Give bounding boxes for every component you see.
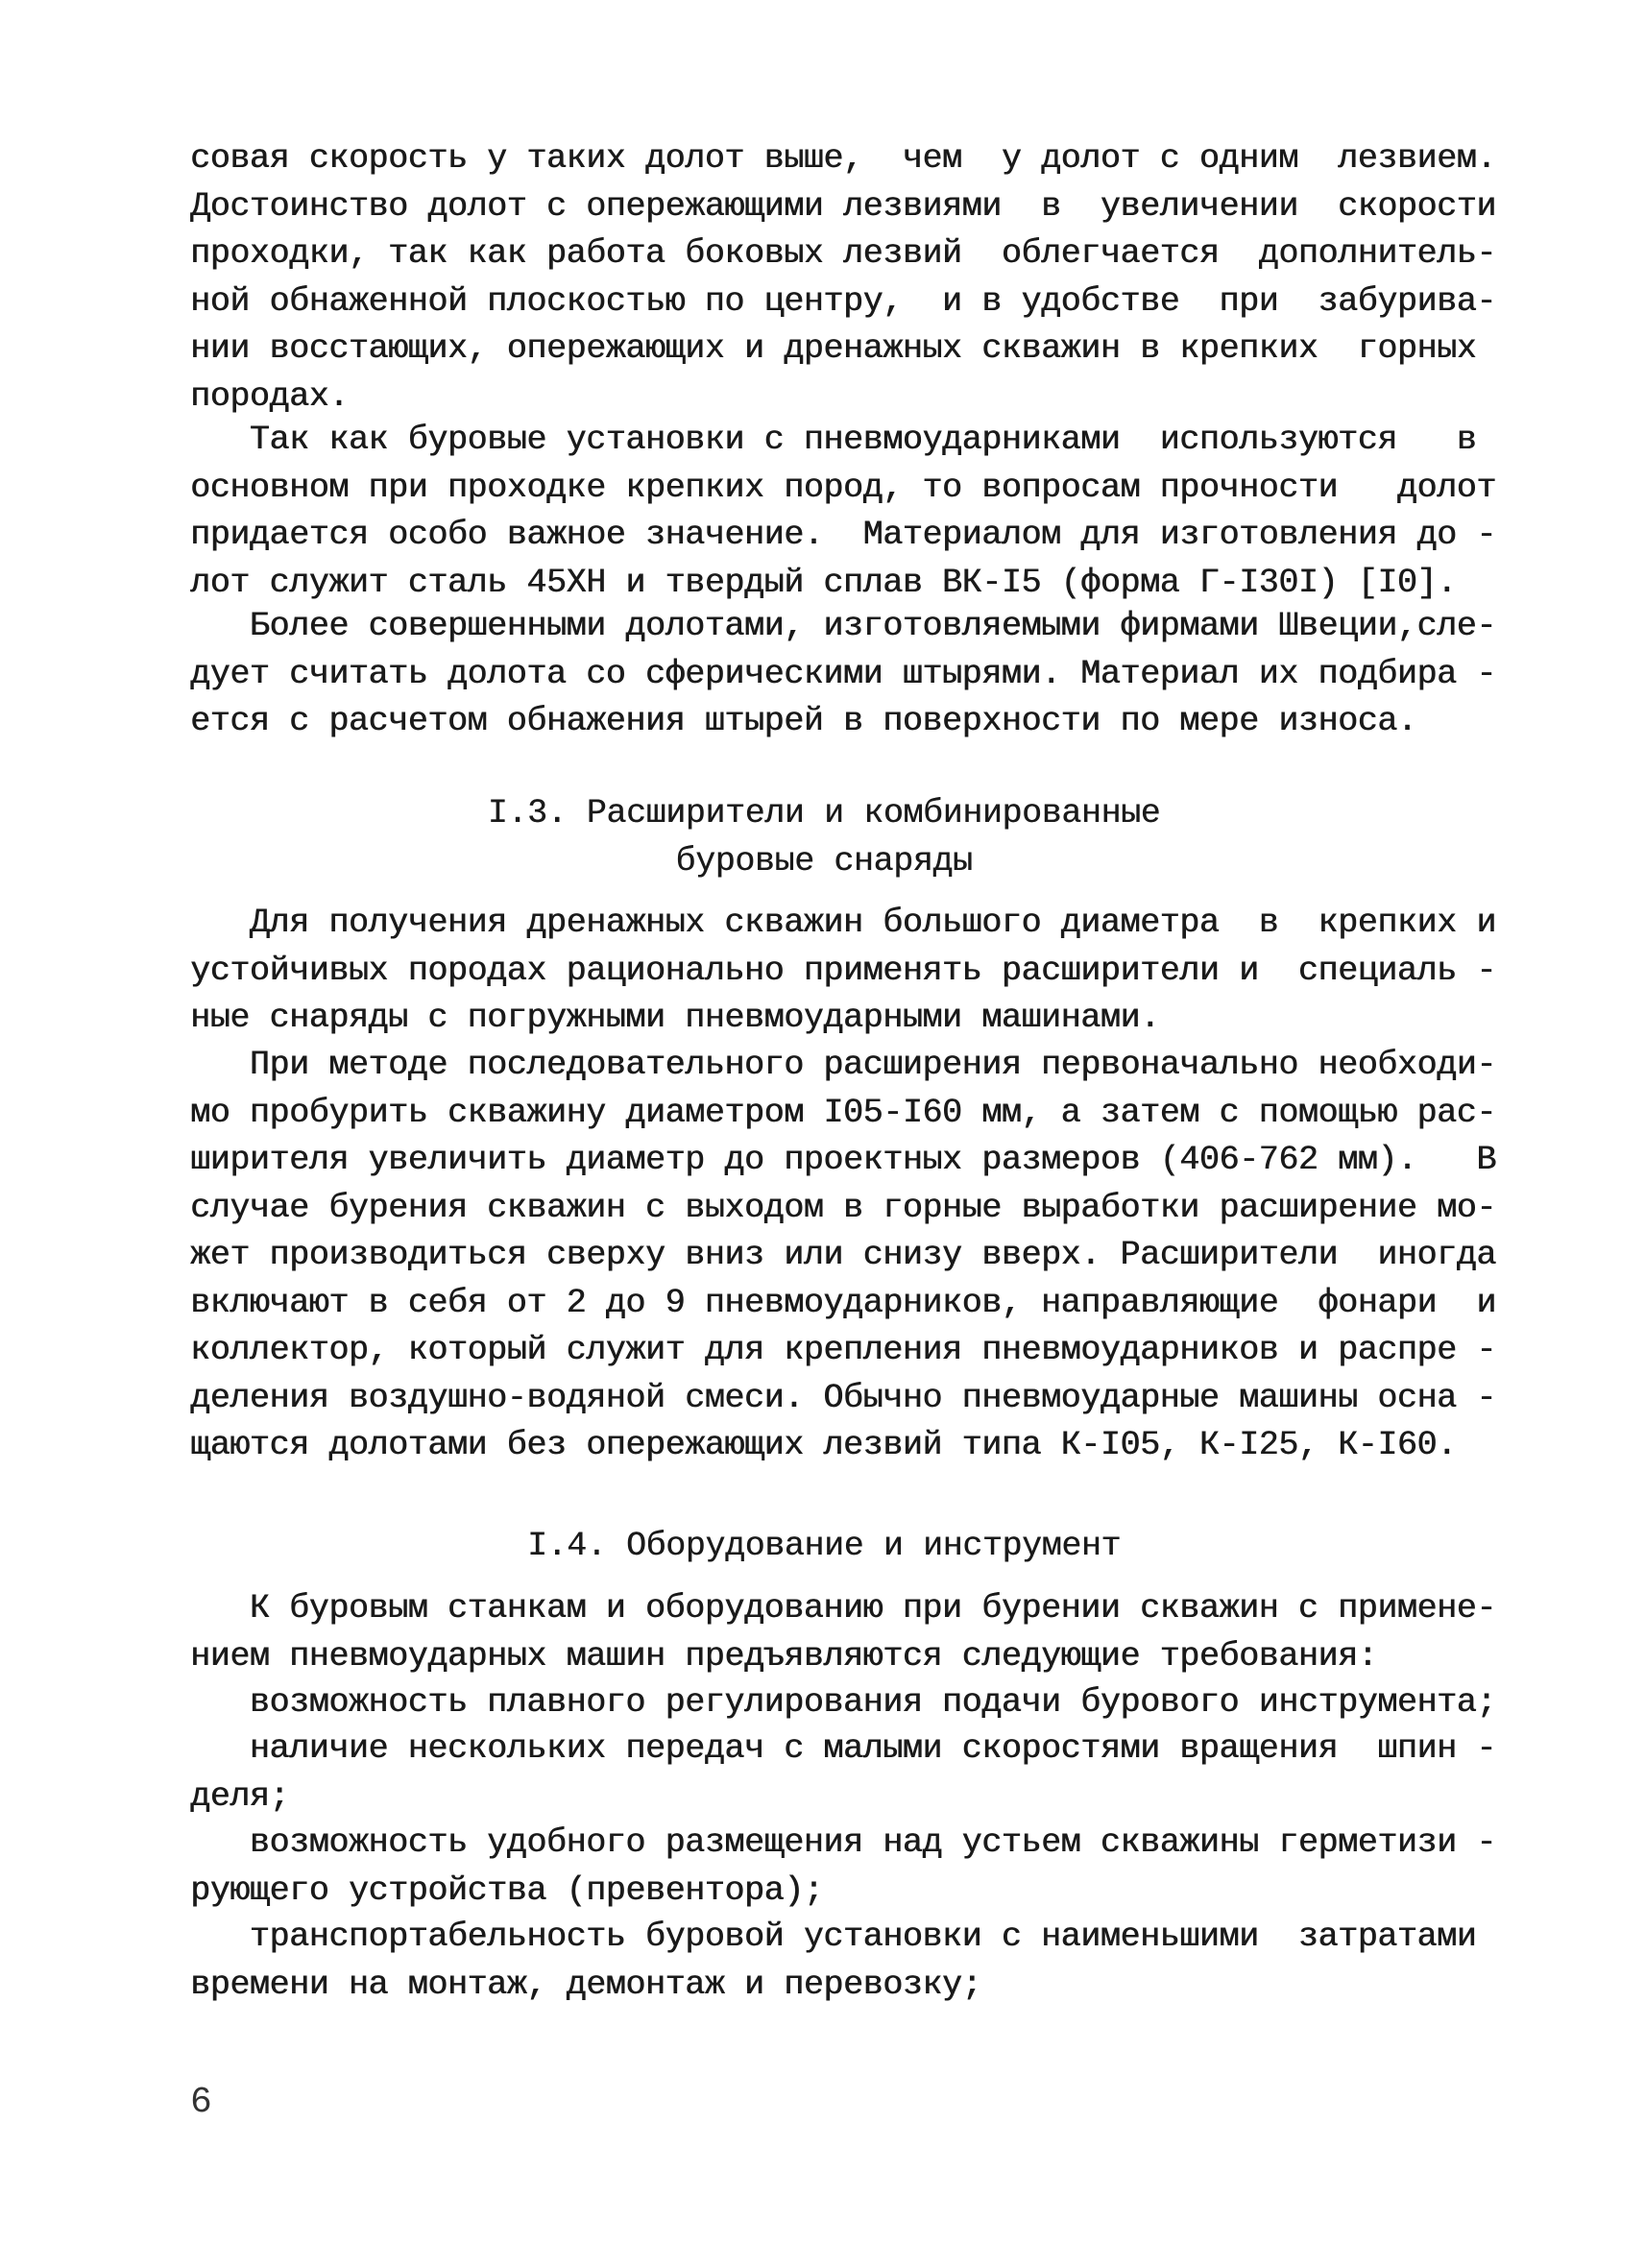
text-line: К буровым станкам и оборудованию при бурении скважин с примене- bbox=[190, 1589, 1496, 1628]
text-line: ные снаряды с погружными пневмоударными машинами. bbox=[190, 999, 1160, 1037]
text-line: Более совершенными долотами, изготовляемыми фирмами Швеции,сле- bbox=[190, 607, 1496, 645]
text-line: времени на монтаж, демонтаж и перевозку; bbox=[190, 1965, 982, 2004]
text-line: деля; bbox=[190, 1776, 290, 1816]
text-line: Достоинство долот с опережающими лезвиями в увеличении скорости bbox=[190, 186, 1496, 226]
paragraph-3 bbox=[190, 603, 1496, 746]
text-line: деления воздушно-водяной смеси. Обычно пневмоударные машины осна - bbox=[190, 1378, 1496, 1417]
paragraph-9 bbox=[190, 1820, 1496, 1915]
text-line: мо пробурить скважину диаметром I05-I60 мм, а затем с помощью рас- bbox=[190, 1093, 1496, 1132]
text-line: совая скорость у таких долот выше, чем у долот с одним лезвием. bbox=[190, 139, 1496, 178]
text-line: Так как буровые установки с пневмоударниками используются в bbox=[190, 421, 1477, 459]
text-line: породах. bbox=[190, 376, 349, 416]
paragraph-4 bbox=[190, 900, 1496, 1043]
section-title-line: I.3. Расширители и комбинированные bbox=[487, 794, 1161, 832]
paragraph-8 bbox=[190, 1725, 1496, 1821]
paragraph-7 bbox=[190, 1679, 1496, 1727]
section-title-line: буровые снаряды bbox=[675, 841, 973, 881]
text-line: Для получения дренажных скважин большого диаметра в крепких и bbox=[190, 904, 1496, 942]
text-line: коллектор, который служит для крепления пневмоударников и распре - bbox=[190, 1331, 1496, 1369]
text-line: нии восстающих, опережающих и дренажных скважин в крепких горных bbox=[190, 329, 1477, 368]
paragraph-10 bbox=[190, 1914, 1477, 2009]
text-line: ется с расчетом обнажения штырей в поверхности по мере износа. bbox=[190, 702, 1417, 740]
text-line: включают в себя от 2 до 9 пневмоударников, направляющие фонари и bbox=[190, 1283, 1496, 1322]
text-line: основном при проходке крепких пород, то вопросам прочности долот bbox=[190, 468, 1496, 507]
section-heading-1-4 bbox=[190, 1523, 1458, 1571]
text-line: лот служит сталь 45ХН и твердый сплав ВК-I5 (форма Г-I30I) [I0]. bbox=[190, 563, 1457, 602]
text-line: ной обнаженной плоскостью по центру, и в удобстве при забурива- bbox=[190, 281, 1496, 321]
text-line: случае бурения скважин с выходом в горные выработки расширение мо- bbox=[190, 1188, 1496, 1227]
text-line: устойчивых породах рационально применять расширители и специаль - bbox=[190, 951, 1496, 990]
text-line: жет производиться сверху вниз или снизу вверх. Расширители иногда bbox=[190, 1236, 1496, 1274]
text-line: дует считать долота со сферическими штырями. Материал их подбира - bbox=[190, 654, 1496, 693]
text-line: нием пневмоударных машин предъявляются следующие требования: bbox=[190, 1636, 1378, 1676]
section-heading-1-3 bbox=[190, 790, 1458, 885]
text-line: возможность удобного размещения над устьем скважины герметизи - bbox=[190, 1823, 1496, 1862]
text-line: транспортабельность буровой установки с наименьшими затратами bbox=[190, 1918, 1477, 1956]
text-line: проходки, так как работа боковых лезвий облегчается дополнитель- bbox=[190, 234, 1496, 273]
text-line: наличие нескольких передач с малыми скоростями вращения шпин - bbox=[190, 1729, 1496, 1768]
text-line: возможность плавного регулирования подачи бурового инструмента; bbox=[190, 1683, 1496, 1722]
text-line: При методе последовательного расширения первоначально необходи- bbox=[190, 1046, 1496, 1084]
paragraph-1 bbox=[190, 135, 1496, 421]
text-line: щаются долотами без опережающих лезвий типа К-I05, К-I25, К-I60. bbox=[190, 1426, 1457, 1464]
text-line: придается особо важное значение. Материалом для изготовления до - bbox=[190, 516, 1496, 554]
text-line: рующего устройства (превентора); bbox=[190, 1870, 824, 1910]
paragraph-2 bbox=[190, 417, 1496, 607]
section-title-line: I.4. Оборудование и инструмент bbox=[526, 1527, 1122, 1565]
page-number: 6 bbox=[190, 2082, 212, 2123]
text-line: ширителя увеличить диаметр до проектных размеров (406-762 мм). В bbox=[190, 1141, 1496, 1179]
paragraph-5 bbox=[190, 1042, 1496, 1470]
paragraph-6 bbox=[190, 1585, 1496, 1680]
